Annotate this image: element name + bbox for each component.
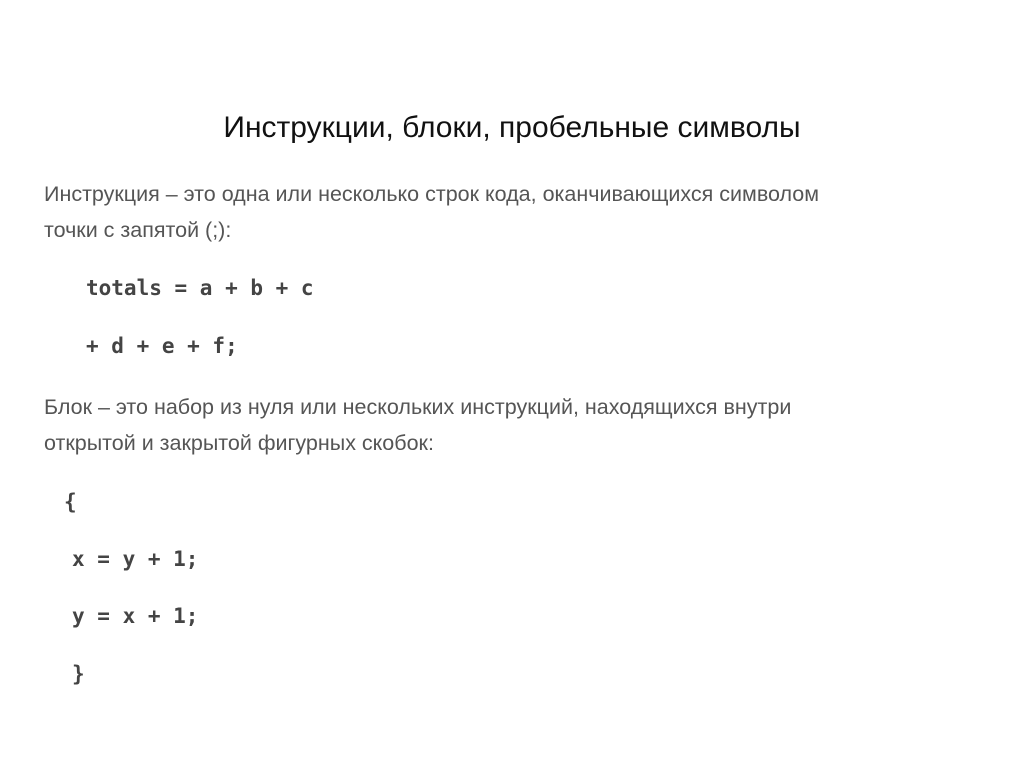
- block-definition-line-2: открытой и закрытой фигурных скобок:: [44, 431, 434, 455]
- code-line-totals: totals = a + b + c: [86, 276, 314, 300]
- block-definition-line-1: Блок – это набор из нуля или нескольких инструкций, находящихся внутри: [44, 395, 792, 419]
- block-definition: [44, 389, 994, 461]
- code-block-close-brace: }: [72, 662, 85, 686]
- code-block-line-y: y = x + 1;: [72, 604, 199, 628]
- instruction-definition: [44, 176, 994, 248]
- slide-title: Инструкции, блоки, пробельные символы: [223, 111, 801, 144]
- code-line-continuation: + d + e + f;: [86, 334, 238, 358]
- code-block-open-brace: {: [64, 490, 77, 514]
- instruction-definition-line-2: точки с запятой (;):: [44, 218, 232, 242]
- code-block-line-x: x = y + 1;: [72, 547, 199, 571]
- instruction-definition-line-1: Инструкция – это одна или несколько строк кода, оканчивающихся символом: [44, 182, 820, 206]
